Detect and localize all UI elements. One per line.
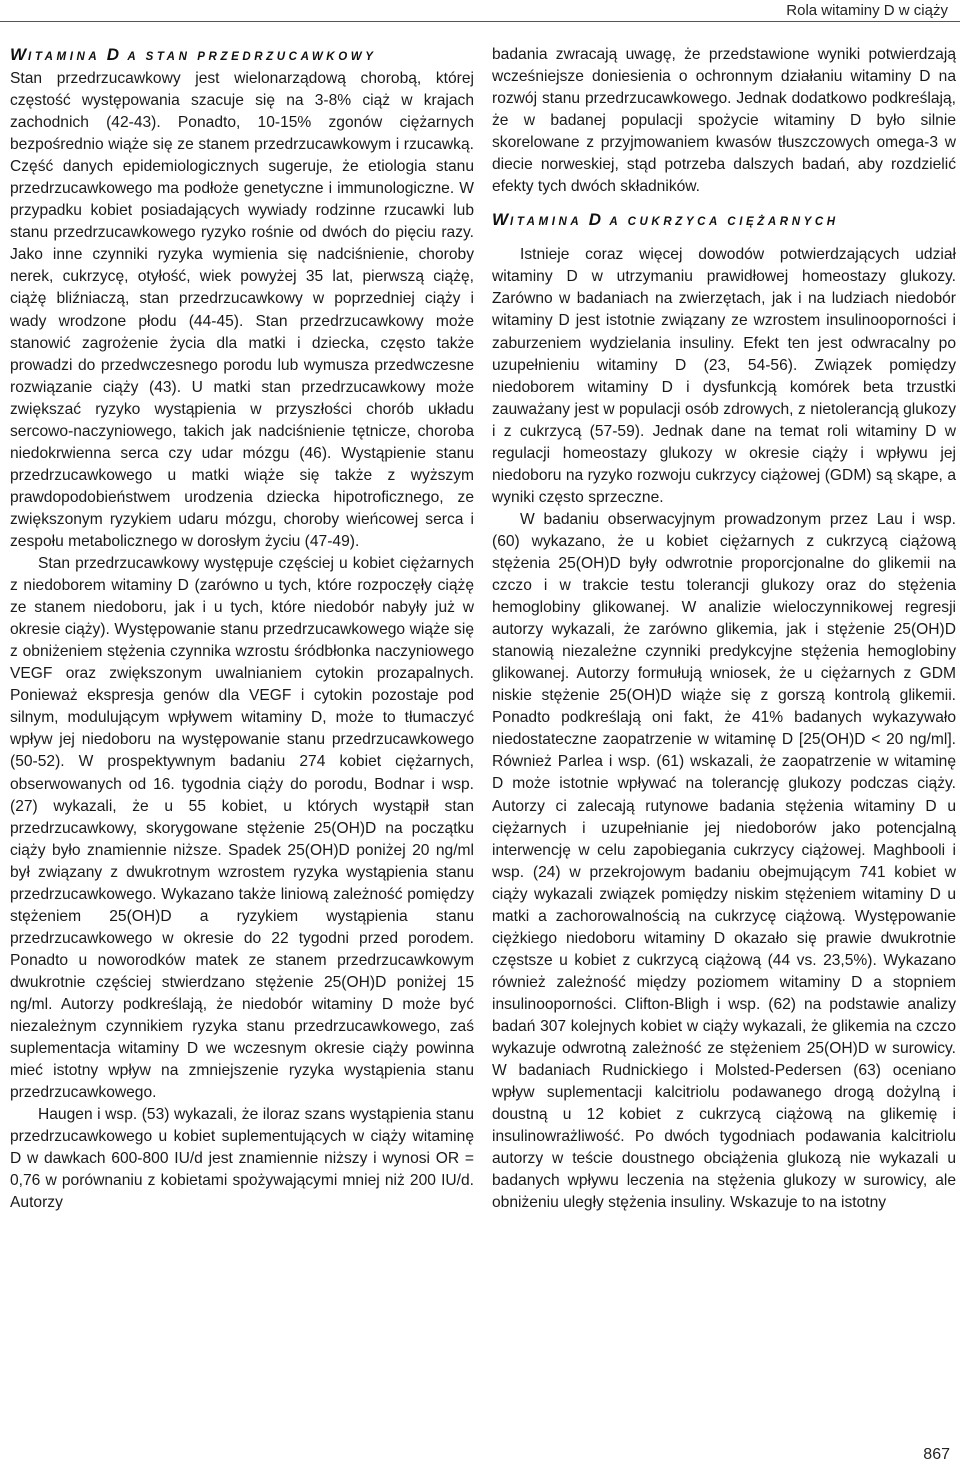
paragraph: Istnieje coraz więcej dowodów potwierdzających udział witaminy D w utrzymaniu prawidłowej homeostazy glukozy. Zarówno w badaniach na zwierzętach, jak i na ludziach niedobór witaminy D jest istotnie związany ze wzrostem insulinooporności i zaburzeniem wydzielania insuliny. Efekt ten jest odwracalny po uzupełnieniu witaminy D (23, 54-56). Związek pomiędzy niedoborem witaminy D i dysfunkcją komórek beta trzustki zauważany jest w populacji osób zdrowych, z nietolerancją glukozy i z cukrzycą (57-59). Jednak dane na temat roli witaminy D w regulacji homeostazy glukozy w okresie ciąży i wpływu jej niedoboru na ryzyko rozwoju cukrzycy ciążowej (GDM) są skąpe, a wyniki często sprzeczne.	[492, 246, 956, 506]
paragraph: Stan przedrzucawkowy jest wielonarządową chorobą, której częstość występowania szacuje się na 3-8% ciąż w krajach zachodnich (42-43). Ponadto, 10-15% zgonów ciężarnych bezpośrednio wiąże się ze stanem przedrzucawkowym i rzucawką. Część danych epidemiologicznych sugeruje, że etiologia stanu przedrzucawkowego ma podłoże genetyczne i immunologiczne. W przypadku kobiet posiadających wywiady rodzinne rzucawki lub stanu przedrzucawkowego ryzyko rośnie od dwóch do pięciu razy. Jako inne czynniki ryzyka wymienia się nadciśnienie, choroby nerek, cukrzycę, otyłość, wiek powyżej 35 lat, pierwszą ciążę, ciążę bliźniaczą, stan przedrzucawkowy w poprzedniej ciąży i wady wrodzone płodu (44-45). Stan przedrzucawkowy może stanowić zagrożenie życia dla matki i dziecka, często także prowadzi do przedwczesnego porodu lub wymusza przedwczesne rozwiązanie ciąży (43). U matki stan przedrzucawkowy może zwiększać ryzyko wystąpienia w przyszłości chorób układu sercowo-naczyniowego, takich jak nadciśnienie tętnicze, choroba niedokrwienna serca czy udar mózgu (46). Wystąpienie stanu przedrzucawkowego u matki wiąże się także z wyższym prawdopodobieństwem urodzenia dziecka hipotroficznego, ze zwiększonym ryzykiem udaru mózgu, choroby wieńcowej serca i zespołu metabolicznego w dorosłym życiu (47-49).	[10, 70, 474, 550]
running-head: Rola witaminy D w ciąży	[786, 2, 948, 19]
page-number: 867	[923, 1446, 950, 1463]
paragraph: Haugen i wsp. (53) wykazali, że iloraz szans wystąpienia stanu przedrzucawkowego u kobiet suplementujących w ciąży witaminę D w dawkach 600-800 IU/d jest znamiennie niższy i wynosi OR = 0,76 w porównaniu z kobietami spożywającymi mniej niż 200 IU/d. Autorzy	[10, 1106, 474, 1212]
right-column	[492, 44, 956, 1214]
section-heading-gestational-diabetes: WITAMINA D A CUKRZYCA CIĘŻARNYCH	[492, 210, 839, 230]
left-column	[10, 44, 474, 1214]
section-heading-preeclampsia: WITAMINA D A STAN PRZEDRZUCAWKOWY	[10, 45, 377, 64]
paragraph: Stan przedrzucawkowy występuje częściej u kobiet ciężarnych z niedoborem witaminy D (zarówno u tych, które rozpoczęły ciążę ze stanem niedoboru, jak i u tych, które niedobór nabyły już w okresie ciąży). Występowanie stanu przedrzucawkowego wiąże się z obniżeniem stężenia czynnika wzrostu śródbłonka naczyniowego VEGF oraz zwiększonym uwalnianiem cytokin prozapalnych. Ponieważ ekspresja genów dla VEGF i cytokin pozostaje pod silnym, modulującym wpływem witaminy D, może to tłumaczyć wpływ jej niedoboru na występowanie stanu przedrzucawkowego (50-52). W prospektywnym badaniu 274 kobiet ciężarnych, obserwowanych od 16. tygodnia ciąży do porodu, Bodnar i wsp. (27) wykazali, że u 55 kobiet, u których wystąpił stan przedrzucawkowy, skorygowane stężenie 25(OH)D na początku ciąży było znamiennie niższe. Spadek 25(OH)D poniżej 20 ng/ml był związany z dwukrotnym wzrostem ryzyka wystąpienia stanu przedrzucawkowego. Wykazano także liniową zależność pomiędzy stężeniem 25(OH)D a ryzykiem wystąpienia stanu przedrzucawkowego w okresie do 22 tygodni przed porodem. Ponadto u noworodków matek ze stanem przedrzucawkowym dwukrotnie częściej stwierdzano stężenie 25(OH)D poniżej 15 ng/ml. Autorzy podkreślają, że niedobór witaminy D może być niezależnym czynnikiem ryzyka stanu przedrzucawkowego, zaś suplementacja witaminy D we wczesnym okresie ciąży powinna mieć istotny wpływ na zmniejszenie ryzyka wystąpienia stanu przedrzucawkowego.	[10, 555, 474, 1102]
running-head-rule	[0, 21, 960, 22]
paragraph: W badaniu obserwacyjnym prowadzonym przez Lau i wsp. (60) wykazano, że u kobiet ciężarnych z cukrzycą ciążową stężenia 25(OH)D były odwrotnie proporcjonalne do glikemii na czczo i w trakcie testu tolerancji glukozy oraz do stężenia hemoglobiny glikowanej. W analizie wieloczynnikowej regresji autorzy wykazali, że zarówno glikemia, jak i stężenie 25(OH)D stanowią niezależne czynniki predykcyjne stężenia hemoglobiny glikowanej. Autorzy formułują wniosek, że u ciężarnych z GDM niskie stężenie 25(OH)D wiąże się z gorszą kontrolą glikemii. Ponadto podkreślają oni fakt, że 41% badanych wykazywało niedostateczne zaopatrzenie w witaminę D [25(OH)D < 20 ng/ml]. Również Parlea i wsp. (61) wskazali, że zaopatrzenie w witaminę D może istotnie wpływać na tolerancję glukozy podczas ciąży. Autorzy ci zalecają rutynowe badania stężenia witaminy D u ciężarnych i uzupełnianie jej niedoborów jako potencjalną interwencję w celu zapobiegania cukrzycy ciążowej. Maghbooli i wsp. (24) w przekrojowym badaniu obejmującym 741 kobiet w ciąży wykazali związek pomiędzy niskim stężeniem witaminy D u matki a zachorowalnością na cukrzycę ciążową. Występowanie ciężkiego niedoboru witaminy D okazało się prawie dwukrotnie częstsze u kobiet z cukrzycą ciążową (44 vs. 23,5%). Wykazano również zależność między poziomem witaminy D a stopniem insulinooporności. Clifton-Bligh i wsp. (62) na podstawie analizy badań 307 kolejnych kobiet w ciąży wykazali, że glikemia na czczo wykazuje odwrotną zależność ze stężeniem 25(OH)D w surowicy. W badaniach Rudnickiego i Molsted-Pedersen (63) oceniano wpływ suplementacji kalcitriolu podawanego drogą dożylną i doustną u 12 kobiet z cukrzycą ciążową na glikemię i insulinowrażliwość. Po dwóch tygodniach podawania kalcitriolu autorzy w teście doustnego obciążenia glukozą nie wykazali u badanych wpływu leczenia na stężenia glukozy w surowicy, ale obniżeniu uległy stężenia insuliny. Wskazuje to na istotny	[492, 510, 956, 1212]
paragraph: badania zwracają uwagę, że przedstawione wyniki potwierdzają wcześniejsze doniesienia o ochronnym działaniu witaminy D na rozwój stanu przedrzucawkowego. Jednak dodatkowo podkreślają, że w badanej populacji spożycie witaminy D było silnie skorelowane z przyjmowaniem kwasów tłuszczowych omega-3 w diecie norweskiej, stąd potrzeba dalszych badań, aby rozdzielić efekty tych dwóch składników.	[492, 46, 956, 196]
